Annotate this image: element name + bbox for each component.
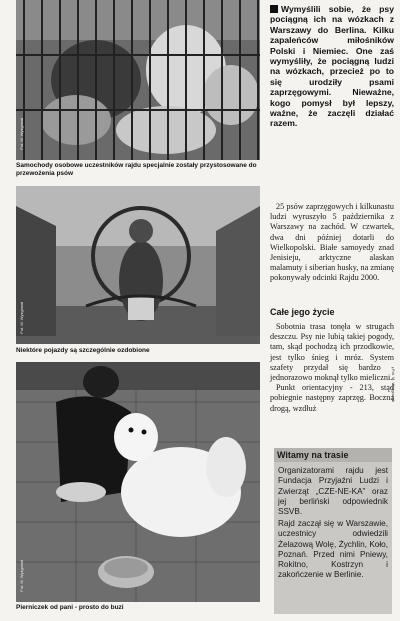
dog-photo-graphic [16, 362, 260, 602]
photo-woman-with-dog [16, 362, 260, 602]
photo-caption: Pierniczek od pani - prosto do buzi [16, 604, 124, 611]
body-paragraph: 25 psów zaprzęgowych i kilkunastu ludzi wyruszyło 5 października z Warszawy na zachód. W czwartek, dwa dni później dotarli do Wielkopolski. Białe samoyedy znad Jenisieju, arktyczne alaskan malamuty i siberian husky, na zmianę pokonywały odcinki Rajdu 2000. [270, 202, 394, 283]
article-body-1 [270, 202, 394, 284]
article-body-2 [270, 322, 394, 414]
info-box [274, 448, 392, 614]
photo-credit: Fot. M. Wyzgował [19, 560, 24, 592]
square-bullet-icon [270, 5, 278, 13]
lead-text: Wymyślili sobie, że psy pociągną ich na wózkach z Warszawy do Berlina. Kilku zapaleńców miłośników Polski i Niemiec. One zaś wymyśliły, że pociągną ludzi na wózkach, przecież po to się urodziły psami zaprzęgowymi. Nieważne, kogo pomysł był lepszy, ważne, że zaczęli działać razem. [270, 4, 394, 129]
side-photo-credit: Fot. M. Wyzgował [391, 369, 396, 401]
cage-photo-graphic [16, 0, 260, 160]
info-box-paragraph: Organizatorami rajdu jest Fundacja Przyjaźni Ludzi i Zwierząt „CZE-NE-KA” oraz jej berliński odpowiednik SSVB. [278, 466, 388, 517]
info-box-title: Witamy na trasie [274, 448, 392, 462]
photo-credit: Fot. M. Wyzgował [19, 302, 24, 334]
article-subhead: Całe jego życie [270, 307, 335, 317]
photo-credit: Fot. M. Wyzgował [19, 118, 24, 150]
body-paragraph: Sobotnia trasa tonęła w strugach deszczu. Psy nie lubią takiej pogody, tam, skąd pochodzą ich przodkowie, jest tylko śnieg i mróz. System szafety przydał się bardzo - jednorazowo moknął tylko mieliczni. [270, 322, 394, 383]
info-box-paragraph: Rajd zaczął się w Warszawie, uczestnicy odwiedzili Żelazową Wolę, Żychlin, Koło, Poznań. Przed nimi Pniewy, Rokitno, Kostrzyn i zakończenie w Berlinie. [278, 519, 388, 580]
photo-caption: Samochody osobowe uczestników rajdu specjalnie zostały przystosowane do przewożenia psów [16, 162, 257, 177]
photo-dogs-in-cage [16, 0, 260, 160]
article-lead [270, 4, 394, 129]
body-paragraph: Punkt orientacyjny - 213, stąd pobiegnie następny zaprzęg. Boczną drogą, wzdłuż [270, 383, 394, 413]
vehicle-photo-graphic [16, 186, 260, 344]
photo-decorated-vehicle [16, 186, 260, 344]
photo-caption: Niektóre pojazdy są szczególnie ozdobione [16, 347, 150, 354]
